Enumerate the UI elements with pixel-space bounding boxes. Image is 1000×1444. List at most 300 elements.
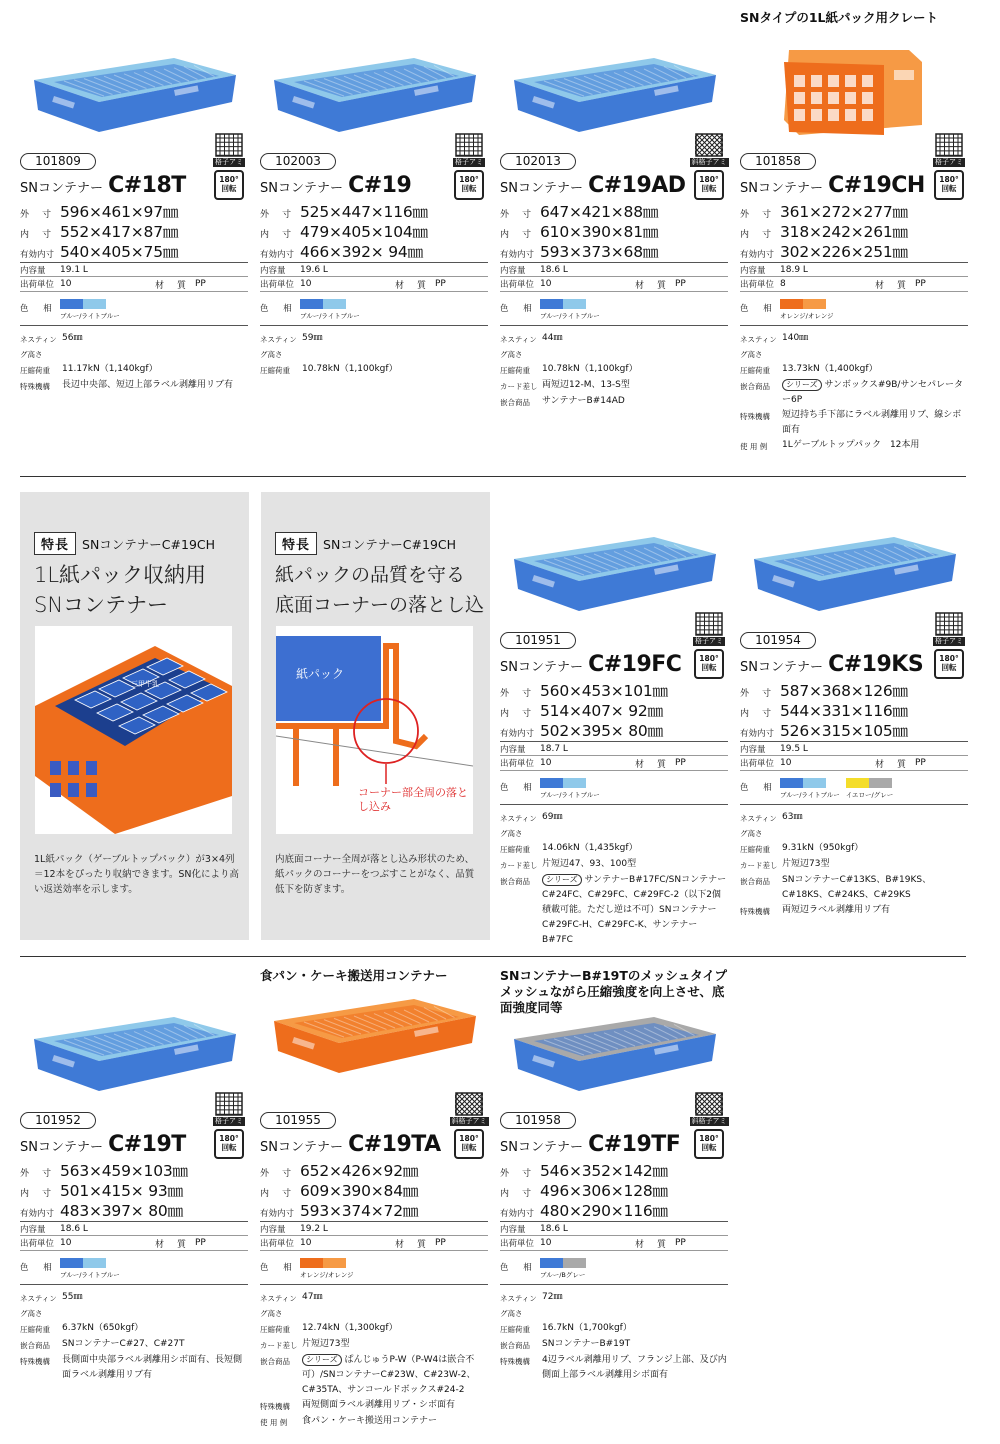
note-key: 特殊機構	[20, 382, 50, 391]
material-value: PP	[915, 279, 926, 289]
note-key: 圧縮荷重	[500, 366, 530, 375]
note-row	[20, 1353, 248, 1383]
note-value	[302, 1321, 488, 1337]
spec-table	[20, 262, 248, 394]
notes	[740, 331, 968, 454]
swatch-primary	[60, 1258, 83, 1268]
inner-size: 496×306×128㎜	[540, 1182, 668, 1200]
note-text: ぱんじゅうP-W（P-W4は嵌合不可）/SNコンテナーC#23W、C#23W-2、C#35TA、サンコールドボックス#24-2	[302, 1355, 476, 1395]
dimensions	[20, 200, 248, 260]
badges	[214, 133, 248, 200]
product-name	[740, 173, 925, 198]
effective-size: 593×374×72㎜	[300, 1202, 419, 1220]
material-label: 材 質	[635, 1239, 669, 1250]
note-text: 13.73kN（1,400kgf）	[782, 364, 878, 374]
note-value	[542, 873, 728, 948]
divider	[20, 956, 966, 957]
effective-label: 有効内寸	[20, 1209, 55, 1219]
product-prefix: SNコンテナー	[740, 660, 823, 675]
note-key: カード差し	[260, 1341, 298, 1350]
product-card-c19ad	[500, 0, 730, 470]
product-name	[740, 652, 923, 677]
effective-size: 480×290×116㎜	[540, 1202, 668, 1220]
note-key: ネスティング高さ	[20, 335, 57, 359]
outer-label: 外 寸	[500, 1169, 534, 1179]
inner-label: 内 寸	[20, 230, 54, 240]
rotate-180-icon: 180°回転	[454, 1129, 484, 1159]
capacity-label: 内容量	[260, 265, 286, 276]
note-text: 47㎜	[302, 1292, 323, 1302]
note-text: 短辺持ち手下部にラベル剥離用リブ、線シボ面有	[782, 410, 962, 435]
swatch-primary	[780, 778, 803, 788]
note-value	[302, 1290, 488, 1321]
unit-value: 10	[540, 279, 552, 289]
color-swatch	[846, 778, 893, 799]
product-card-c19ks	[740, 479, 970, 949]
mesh-type-icon	[214, 1092, 244, 1126]
note-key: 圧縮荷重	[740, 366, 770, 375]
note-key: ネスティング高さ	[500, 335, 537, 359]
unit-value: 10	[780, 758, 792, 768]
product-model: C#19	[348, 173, 412, 198]
note-value	[782, 331, 968, 362]
note-text: 11.17kN（1,140kgf）	[62, 364, 158, 374]
color-swatch	[300, 299, 360, 320]
mesh-type-icon	[454, 133, 484, 167]
note-row	[20, 1337, 248, 1353]
swatch-primary	[540, 299, 563, 309]
badges	[214, 1092, 248, 1159]
product-note: SNタイプの1L紙パック用クレート	[740, 10, 939, 25]
unit-label: 出荷単位	[20, 280, 55, 290]
product-prefix: SNコンテナー	[260, 1140, 343, 1155]
note-text: SNコンテナーC#13KS、B#19KS、C#18KS、C#24KS、C#29KS	[782, 875, 932, 900]
spec-table	[500, 741, 728, 948]
note-text: 両短辺ラベル剥離用リブ有	[782, 905, 891, 915]
badges	[691, 1092, 728, 1159]
material-label: 材 質	[395, 1239, 429, 1250]
material-value: PP	[435, 279, 446, 289]
product-prefix: SNコンテナー	[500, 181, 583, 196]
mesh-type-icon	[451, 1092, 487, 1126]
note-text: 140㎜	[782, 333, 809, 343]
inner-label: 内 寸	[500, 230, 534, 240]
outer-size: 652×426×92㎜	[300, 1162, 419, 1180]
unit-label: 出荷単位	[740, 759, 775, 769]
carton-label: 三甲牛乳	[131, 680, 159, 688]
feature-panel	[20, 492, 249, 940]
unit-value: 10	[60, 279, 72, 289]
inner-size: 544×331×116㎜	[780, 702, 908, 720]
color-label: 色 相	[740, 783, 778, 793]
notes	[260, 331, 488, 378]
note-key: 嵌合商品	[500, 1341, 530, 1350]
note-key: 嵌合商品	[740, 877, 770, 886]
note-key: 圧縮荷重	[500, 845, 530, 854]
series-badge: シリーズ	[782, 379, 822, 391]
note-text: 10.78kN（1,100kgf）	[302, 364, 398, 374]
note-text: 69㎜	[542, 812, 563, 822]
note-text: 長辺中央部、短辺上部ラベル剥離用リブ有	[62, 380, 234, 390]
badges	[691, 133, 728, 200]
product-name	[20, 173, 186, 198]
note-key: ネスティング高さ	[500, 814, 537, 838]
color-swatch	[540, 1258, 586, 1279]
mesh-type-icon	[934, 133, 964, 167]
note-text: 片短辺73型	[302, 1339, 350, 1349]
product-code: 101809	[20, 153, 96, 170]
note-row	[20, 362, 248, 378]
product-image	[744, 519, 964, 619]
rotate-180-icon: 180°回転	[694, 649, 724, 679]
note-key: 圧縮荷重	[20, 366, 50, 375]
note-value	[302, 1353, 488, 1398]
swatch-primary	[540, 1258, 563, 1268]
swatch-primary	[780, 299, 803, 309]
color-name: ブルー/ライトブルー	[60, 312, 120, 320]
series-badge: シリーズ	[302, 1354, 342, 1366]
spec-table	[500, 1221, 728, 1383]
note-key: ネスティング高さ	[740, 335, 777, 359]
swatch-primary	[300, 1258, 323, 1268]
mesh-type-label: 格子アミ	[695, 637, 723, 645]
notes	[500, 331, 728, 410]
color-name: ブルー/ライトブルー	[60, 1271, 120, 1279]
swatch-secondary	[803, 299, 826, 309]
note-row	[260, 1321, 488, 1337]
effective-label: 有効内寸	[260, 250, 295, 260]
note-value	[542, 810, 728, 841]
notes	[20, 1290, 248, 1383]
product-card-c19	[260, 0, 490, 470]
note-row	[740, 841, 968, 857]
product-code: 101858	[740, 153, 816, 170]
feature-body: 1L紙パック（ゲーブルトップパック）が3×4列＝12本をぴったり収納できます。SN化により高い返送効率を示します。	[34, 854, 239, 895]
note-row	[20, 1321, 248, 1337]
note-text: 6.37kN（650kgf）	[62, 1323, 144, 1333]
rotate-180-icon: 180°回転	[214, 1129, 244, 1159]
note-row	[260, 1353, 488, 1398]
note-key: 特殊機構	[20, 1357, 50, 1366]
capacity-value: 19.2 L	[300, 1223, 328, 1234]
effective-label: 有効内寸	[500, 250, 535, 260]
feature-badge: 特長	[275, 532, 317, 555]
spec-table	[740, 741, 968, 919]
note-key: ネスティング高さ	[20, 1294, 57, 1318]
note-value	[542, 394, 728, 410]
color-name: オレンジ/オレンジ	[300, 1271, 354, 1279]
note-text: 片短辺73型	[782, 859, 830, 869]
swatch-secondary	[803, 778, 826, 788]
color-label: 色 相	[500, 304, 538, 314]
mesh-type-label: 格子アミ	[215, 1117, 243, 1125]
color-name: ブルー/ライトブルー	[300, 312, 360, 320]
note-text: 食パン・ケーキ搬送用コンテナー	[302, 1416, 438, 1426]
effective-size: 593×373×68㎜	[540, 243, 659, 261]
badges	[934, 612, 968, 679]
feature-tag	[275, 532, 456, 555]
material-value: PP	[675, 758, 686, 768]
effective-size: 466×392× 94㎜	[300, 243, 423, 261]
note-value	[542, 857, 728, 873]
note-key: 使 用 例	[260, 1418, 288, 1427]
color-swatch	[60, 1258, 120, 1279]
note-text: 59㎜	[302, 333, 323, 343]
badges	[451, 1092, 488, 1159]
note-row	[500, 1337, 728, 1353]
capacity-label: 内容量	[500, 1224, 526, 1235]
swatch-secondary	[323, 1258, 346, 1268]
series-badge: シリーズ	[542, 874, 582, 886]
note-value	[302, 1398, 488, 1414]
color-swatch	[540, 778, 600, 799]
color-name: ブルー/Bグレー	[540, 1271, 586, 1279]
note-value	[782, 810, 968, 841]
effective-label: 有効内寸	[740, 250, 775, 260]
inner-label: 内 寸	[260, 1189, 294, 1199]
note-text: 16.7kN（1,700kgf）	[542, 1323, 632, 1333]
note-value	[62, 1290, 248, 1321]
capacity-label: 内容量	[500, 744, 526, 755]
product-model: C#19KS	[828, 652, 924, 677]
product-image	[504, 999, 724, 1099]
product-model: C#19T	[108, 1132, 186, 1157]
color-swatch	[780, 299, 834, 320]
mesh-type-label: 斜格子アミ	[451, 1117, 487, 1125]
capacity-value: 18.9 L	[780, 264, 808, 275]
note-text: 4辺ラベル剥離用リブ、フランジ上部、及び内側面上部ラベル剥離用シボ面有	[542, 1355, 727, 1380]
note-value	[542, 331, 728, 362]
swatch-secondary	[563, 299, 586, 309]
mesh-type-label: 格子アミ	[935, 158, 963, 166]
note-text: SNコンテナーC#27、C#27T	[62, 1339, 185, 1349]
note-text: 1Lゲーブルトップパック 12本用	[782, 440, 920, 450]
mesh-type-label: 格子アミ	[215, 158, 243, 166]
color-label: 色 相	[740, 304, 778, 314]
feature-image	[276, 626, 473, 834]
unit-label: 出荷単位	[500, 759, 535, 769]
product-prefix: SNコンテナー	[20, 1140, 103, 1155]
note-row	[20, 331, 248, 362]
note-row	[20, 378, 248, 394]
product-name	[260, 1132, 441, 1157]
note-row	[740, 903, 968, 919]
product-card-c19fc	[500, 479, 730, 949]
note-row	[500, 857, 728, 873]
product-name	[500, 173, 686, 198]
notes	[260, 1290, 488, 1430]
product-prefix: SNコンテナー	[260, 181, 343, 196]
product-name	[500, 652, 681, 677]
spec-table	[260, 1221, 488, 1430]
corner-drop-label: コーナー部全周の落とし込み	[358, 786, 468, 813]
effective-size: 302×226×251㎜	[780, 243, 908, 261]
inner-label: 内 寸	[500, 709, 534, 719]
note-text: 14.06kN（1,435kgf）	[542, 843, 638, 853]
mesh-type-label: 格子アミ	[455, 158, 483, 166]
note-row	[500, 394, 728, 410]
mesh-type-icon	[214, 133, 244, 167]
badges	[934, 133, 968, 200]
capacity-value: 19.1 L	[60, 264, 88, 275]
capacity-value: 18.6 L	[60, 1223, 88, 1234]
note-value	[542, 1337, 728, 1353]
capacity-label: 内容量	[500, 265, 526, 276]
outer-label: 外 寸	[260, 210, 294, 220]
effective-label: 有効内寸	[20, 250, 55, 260]
material-label: 材 質	[635, 759, 669, 770]
notes	[740, 810, 968, 919]
feature-title: 紙パックの品質を守る 底面コーナーの落とし込	[275, 564, 485, 616]
note-value	[782, 841, 968, 857]
product-prefix: SNコンテナー	[740, 181, 823, 196]
unit-value: 8	[780, 279, 786, 289]
note-row	[500, 1353, 728, 1383]
material-label: 材 質	[155, 1239, 189, 1250]
note-text: 72㎜	[542, 1292, 563, 1302]
note-key: ネスティング高さ	[260, 1294, 297, 1318]
unit-label: 出荷単位	[500, 280, 535, 290]
note-key: カード差し	[740, 861, 778, 870]
note-key: 圧縮荷重	[260, 366, 290, 375]
effective-size: 526×315×105㎜	[780, 722, 908, 740]
outer-label: 外 寸	[260, 1169, 294, 1179]
note-key: ネスティング高さ	[260, 335, 297, 359]
feature-tag	[34, 532, 215, 555]
swatch-secondary	[869, 778, 892, 788]
note-key: 嵌合商品	[500, 398, 530, 407]
color-swatch	[780, 778, 840, 799]
rotate-180-icon: 180°回転	[694, 1129, 724, 1159]
note-key: ネスティング高さ	[500, 1294, 537, 1318]
color-name: ブルー/ライトブルー	[780, 791, 840, 799]
capacity-value: 18.7 L	[540, 743, 568, 754]
note-value	[542, 1290, 728, 1321]
swatch-primary	[60, 299, 83, 309]
capacity-label: 内容量	[20, 265, 46, 276]
feature-body: 内底面コーナー全周が落とし込み形状のため、紙パックのコーナーをつぶすことがなく、品質低下を防ぎます。	[275, 854, 475, 895]
capacity-value: 19.6 L	[300, 264, 328, 275]
color-label: 色 相	[260, 1263, 298, 1273]
material-label: 材 質	[875, 759, 909, 770]
product-image	[264, 981, 484, 1081]
product-image	[744, 20, 964, 160]
outer-label: 外 寸	[20, 210, 54, 220]
note-key: カード差し	[500, 861, 538, 870]
rotate-180-icon: 180°回転	[934, 649, 964, 679]
badges	[454, 133, 488, 200]
note-key: カード差し	[500, 382, 538, 391]
product-note: SNコンテナーB#19Tのメッシュタイプ メッシュながら圧縮強度を向上させ、底面強度同等	[500, 968, 728, 1015]
note-text: 長側面中央部ラベル剥離用シボ面有、長短側面ラベル剥離用リブ有	[62, 1355, 243, 1380]
note-row	[500, 378, 728, 394]
material-label: 材 質	[875, 280, 909, 291]
color-label: 色 相	[20, 1263, 58, 1273]
inner-label: 内 寸	[740, 709, 774, 719]
note-value	[782, 362, 968, 378]
effective-size: 483×397× 80㎜	[60, 1202, 183, 1220]
note-value	[782, 438, 968, 454]
swatch-secondary	[563, 1258, 586, 1268]
inner-label: 内 寸	[260, 230, 294, 240]
paper-pack-label: 紙パック	[296, 667, 345, 681]
note-key: 特殊機構	[260, 1402, 290, 1411]
rotate-180-icon: 180°回転	[934, 170, 964, 200]
mesh-type-icon	[934, 612, 964, 646]
note-value	[302, 362, 488, 378]
note-value	[542, 1321, 728, 1337]
spec-table	[740, 262, 968, 454]
product-image	[504, 519, 724, 619]
notes	[500, 810, 728, 948]
capacity-value: 18.6 L	[540, 1223, 568, 1234]
product-card-c19ch	[740, 0, 970, 470]
dimensions	[500, 679, 728, 739]
note-row	[260, 1398, 488, 1414]
note-value	[782, 378, 968, 408]
note-key: 特殊機構	[740, 907, 770, 916]
note-value	[782, 873, 968, 903]
product-code: 102013	[500, 153, 576, 170]
outer-size: 546×352×142㎜	[540, 1162, 668, 1180]
product-card-c19t	[20, 959, 250, 1429]
inner-size: 514×407× 92㎜	[540, 702, 663, 720]
material-value: PP	[435, 1238, 446, 1248]
dimensions	[500, 1159, 728, 1219]
swatch-primary	[846, 778, 869, 788]
mesh-type-icon	[691, 1092, 727, 1126]
mesh-type-label: 斜格子アミ	[691, 1117, 727, 1125]
effective-label: 有効内寸	[500, 729, 535, 739]
note-row	[740, 331, 968, 362]
color-swatch	[60, 299, 120, 320]
product-model: C#19FC	[588, 652, 682, 677]
inner-label: 内 寸	[740, 230, 774, 240]
note-row	[500, 362, 728, 378]
unit-label: 出荷単位	[260, 280, 295, 290]
product-image	[24, 40, 244, 140]
note-text: 片短辺47、93、100型	[542, 859, 637, 869]
swatch-secondary	[323, 299, 346, 309]
note-text: 12.74kN（1,300kgf）	[302, 1323, 398, 1333]
note-row	[500, 873, 728, 948]
swatch-secondary	[83, 1258, 106, 1268]
note-text: 63㎜	[782, 812, 803, 822]
notes	[500, 1290, 728, 1383]
badges	[694, 612, 728, 679]
outer-size: 587×368×126㎜	[780, 682, 908, 700]
swatch-primary	[300, 299, 323, 309]
swatch-secondary	[83, 299, 106, 309]
dimensions	[20, 1159, 248, 1219]
note-value	[302, 1337, 488, 1353]
color-name: オレンジ/オレンジ	[780, 312, 834, 320]
color-name: ブルー/ライトブルー	[540, 791, 600, 799]
unit-value: 10	[60, 1238, 72, 1248]
product-image	[24, 999, 244, 1099]
rotate-180-icon: 180°回転	[454, 170, 484, 200]
effective-size: 502×395× 80㎜	[540, 722, 663, 740]
note-key: 特殊機構	[500, 1357, 530, 1366]
note-value	[542, 378, 728, 394]
product-prefix: SNコンテナー	[20, 181, 103, 196]
note-text: SNコンテナーB#19T	[542, 1339, 631, 1349]
note-text: サンテナーB#17FC/SNコンテナーC#24FC、C#29FC、C#29FC-2（以下2個積載可能。ただし逆は不可）SNコンテナーC#29FC-H、C#29FC-K、サンテナーB#7FC	[542, 875, 727, 945]
notes	[20, 331, 248, 394]
note-row	[260, 331, 488, 362]
dimensions	[500, 200, 728, 260]
capacity-label: 内容量	[260, 1224, 286, 1235]
